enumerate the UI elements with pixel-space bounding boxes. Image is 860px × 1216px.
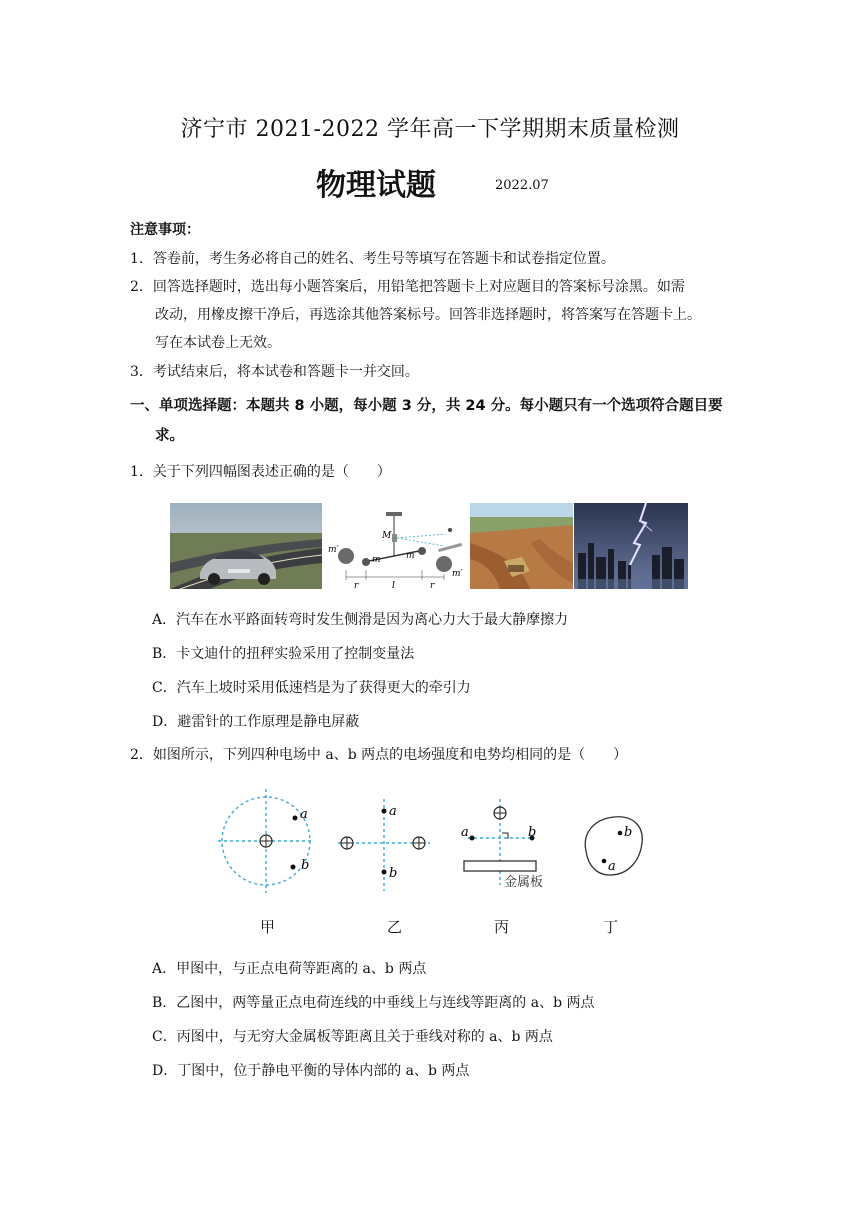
- jia-point-b: b: [301, 858, 310, 873]
- torsion-label-m-prime-left: m′: [328, 545, 339, 555]
- q1-option-a: A．汽车在水平路面转弯时发生侧滑是因为离心力大于最大静摩擦力: [152, 612, 569, 628]
- lightning-city-photo: [574, 503, 688, 589]
- metal-plate-label: 金属板: [504, 875, 544, 890]
- section-heading-cont: 求。: [155, 428, 184, 444]
- note-item-3: 3．考试结束后，将本试卷和答题卡一并交回。: [130, 364, 419, 380]
- torsion-label-m-left: m: [372, 555, 381, 565]
- note-item-2: 2．回答选择题时，选出每小题答案后，用铅笔把答题卡上对应题目的答案标号涂黑。如需: [130, 279, 685, 295]
- q2-option-b: B．乙图中，两等量正点电荷连线的中垂线上与连线等距离的 a、b 两点: [152, 995, 595, 1011]
- notes-heading: 注意事项：: [130, 222, 200, 238]
- yi-point-a: a: [389, 804, 397, 819]
- q1-option-d: D．避雷针的工作原理是静电屏蔽: [152, 714, 360, 730]
- question-1-stem: 1．关于下列四幅图表述正确的是（ ）: [130, 464, 391, 480]
- car-uphill-photo: [470, 503, 573, 589]
- electric-field-figures: [210, 785, 670, 905]
- torsion-label-M: M: [382, 531, 392, 541]
- torsion-label-r-left: r: [354, 581, 359, 591]
- field-figure-jia: [218, 789, 314, 893]
- note-item-1: 1．答卷前，考生务必将自己的姓名、考生号等填写在答题卡和试卷指定位置。: [130, 251, 615, 267]
- figure-label-yi: 乙: [387, 918, 403, 936]
- note-item-2-cont: 改动，用橡皮擦干净后，再选涂其他答案标号。回答非选择题时，将答案写在答题卡上。: [155, 307, 701, 323]
- exam-date: 2022.07: [495, 178, 549, 193]
- figure-label-bing: 丙: [494, 918, 510, 936]
- note-item-2-end: 写在本试卷上无效。: [155, 335, 281, 351]
- torsion-label-m-right: m: [406, 551, 415, 561]
- exam-title: 济宁市 2021-2022 学年高一下学期期末质量检测: [180, 117, 680, 142]
- field-figure-ding: [585, 817, 642, 875]
- bing-point-b: b: [528, 825, 537, 840]
- q1-option-b: B．卡文迪什的扭秤实验采用了控制变量法: [152, 646, 415, 662]
- q2-option-c: C．丙图中，与无穷大金属板等距离且关于垂线对称的 a、b 两点: [152, 1029, 553, 1045]
- q2-option-a: A．甲图中，与正点电荷等距离的 a、b 两点: [152, 961, 427, 977]
- figure-label-ding: 丁: [603, 918, 619, 936]
- torsion-balance-diagram: [326, 500, 466, 592]
- section-heading: 一、单项选择题：本题共 8 小题，每小题 3 分，共 24 分。每小题只有一个选项符合题目要: [130, 398, 723, 414]
- ding-point-b: b: [624, 825, 633, 840]
- torsion-label-l: l: [392, 581, 395, 591]
- field-figure-bing: [461, 799, 543, 890]
- question-2-stem: 2．如图所示，下列四种电场中 a、b 两点的电场强度和电势均相同的是（ ）: [130, 747, 628, 763]
- field-figure-yi: [338, 799, 430, 891]
- yi-point-b: b: [389, 866, 398, 881]
- torsion-label-r-right: r: [430, 581, 435, 591]
- car-turning-photo: [170, 503, 322, 589]
- figure-label-jia: 甲: [260, 918, 276, 936]
- exam-subject: 物理试题: [316, 168, 436, 203]
- bing-point-a: a: [461, 825, 469, 840]
- q2-option-d: D．丁图中，位于静电平衡的导体内部的 a、b 两点: [152, 1063, 470, 1079]
- jia-point-a: a: [300, 807, 308, 822]
- q1-option-c: C．汽车上坡时采用低速档是为了获得更大的牵引力: [152, 680, 471, 696]
- ding-point-a: a: [608, 859, 616, 874]
- torsion-label-m-prime-right: m′: [452, 569, 463, 579]
